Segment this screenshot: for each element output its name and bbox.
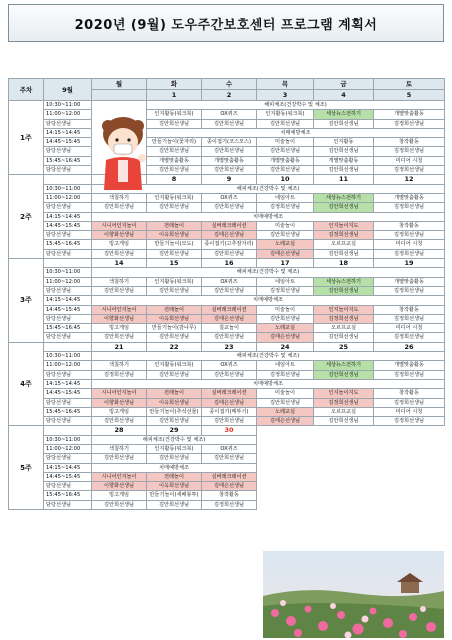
date-spacer xyxy=(44,342,92,351)
program-cell: 오르프교실 xyxy=(314,407,374,416)
time-slot: 15:45~16:45 xyxy=(44,324,92,333)
date-cell: 23 xyxy=(202,342,257,351)
time-slot: 10:30~11:00 xyxy=(44,435,92,444)
date-spacer xyxy=(44,175,92,184)
program-cell: 김안희선생님 xyxy=(257,398,314,407)
program-cell: 세상뉴스전하기 xyxy=(314,361,374,370)
program-cell: 김안희선생님 xyxy=(257,231,314,240)
program-cell: OX퀴즈 xyxy=(202,277,257,286)
program-cell: 종이접기(코스모스) xyxy=(202,138,257,147)
program-cell: 김정희선생님 xyxy=(374,333,445,342)
program-cell: 김정희선생님 xyxy=(257,286,314,295)
program-cell: 인지활동(워크북) xyxy=(147,110,202,119)
time-slot: 담당선생님 xyxy=(44,314,92,323)
program-cell: 김안희선생님 xyxy=(147,249,202,258)
program-cell: 김안희선생님 xyxy=(257,314,314,323)
program-cell: 빙고게임 xyxy=(92,324,147,333)
program-cell: 김안희선생님 xyxy=(202,454,257,463)
program-cell: 김안희선생님 xyxy=(202,333,257,342)
program-cell: 만들기놀이(모도) xyxy=(147,240,202,249)
program-cell: 김안희선생님 xyxy=(92,249,147,258)
program-cell: 개별맞춤활동 xyxy=(374,110,445,119)
program-cell: 김안희선생님 xyxy=(202,119,257,128)
program-cell: 김정희선생님 xyxy=(374,249,445,258)
day-header: 월 xyxy=(92,79,147,90)
program-cell: 김정희선생님 xyxy=(374,370,445,379)
program-cell: 전래놀이 xyxy=(147,221,202,230)
program-cell: 김안희선생님 xyxy=(92,417,147,426)
program-cell: OX퀴즈 xyxy=(202,193,257,202)
program-cell: 김정희선생님 xyxy=(257,370,314,379)
program-cell: 김태은선생님 xyxy=(257,417,314,426)
program-cell: 개별맞춤활동 xyxy=(374,193,445,202)
program-cell: 인지활동(워크북) xyxy=(257,110,314,119)
program-cell: 인지활동(워크북) xyxy=(147,277,202,286)
page-title: 2020년 (9월) 도우주간보호센터 프로그램 계획서 xyxy=(8,4,444,42)
program-cell: 김안희선생님 xyxy=(314,166,374,175)
time-slot: 담당선생님 xyxy=(44,333,92,342)
date-cell: 5 xyxy=(374,90,445,101)
program-cell: 김안희선생님 xyxy=(147,203,202,212)
program-cell: 김안희선생님 xyxy=(257,119,314,128)
program-cell: 인지놀이지도 xyxy=(314,389,374,398)
program-cell: 이옥희선생님 xyxy=(147,314,202,323)
program-cell: 김안희선생님 xyxy=(147,147,202,156)
program-cell: 노래교실 xyxy=(257,240,314,249)
month-header: 9월 xyxy=(44,79,92,101)
date-cell: 16 xyxy=(202,259,257,268)
date-cell: 8 xyxy=(147,175,202,184)
program-cell: 종이접기(메뚜기) xyxy=(202,407,257,416)
program-cell: 김안희선생님 xyxy=(314,286,374,295)
program-cell: 김태은선생님 xyxy=(202,398,257,407)
merged-program: 치매예방체조 xyxy=(92,212,445,221)
program-cell: 김안희선생님 xyxy=(202,417,257,426)
program-cell: 김정희선생님 xyxy=(314,398,374,407)
time-slot: 담당선생님 xyxy=(44,370,92,379)
program-cell: 이향화선생님 xyxy=(92,231,147,240)
program-cell: 미디어 시청 xyxy=(374,407,445,416)
program-cell: 시니어인지놀이 xyxy=(92,472,147,481)
time-slot: 담당선생님 xyxy=(44,482,92,491)
time-slot: 14:45~15:45 xyxy=(44,221,92,230)
time-slot: 10:30~11:00 xyxy=(44,101,92,110)
program-cell: 미디어 시청 xyxy=(374,240,445,249)
merged-program: 해피체조(건강박수 및 체조) xyxy=(147,101,445,110)
program-cell: 만들기놀이(추석선물) xyxy=(147,407,202,416)
date-cell: 2 xyxy=(202,90,257,101)
program-cell: 김안희선생님 xyxy=(202,370,257,379)
day-header: 목 xyxy=(257,79,314,90)
date-cell: 28 xyxy=(92,426,147,435)
program-cell: OX퀴즈 xyxy=(202,361,257,370)
time-slot: 15:45~16:45 xyxy=(44,491,92,500)
time-slot: 15:45~16:45 xyxy=(44,407,92,416)
program-cell: 색칠하기 xyxy=(92,444,147,453)
program-cell: 이옥희선생님 xyxy=(147,231,202,240)
program-cell: 오르프교실 xyxy=(314,324,374,333)
program-cell: 김안희선생님 xyxy=(314,203,374,212)
time-slot: 14:45~15:45 xyxy=(44,472,92,481)
week-column-header: 주차 xyxy=(9,79,44,101)
program-cell: 김안희선생님 xyxy=(147,333,202,342)
date-cell: 10 xyxy=(257,175,314,184)
program-cell: 개별맞춤활동 xyxy=(202,156,257,165)
program-cell: 만들기놀이(꽃자리) xyxy=(147,138,202,147)
program-cell: 김안희선생님 xyxy=(147,166,202,175)
time-slot: 담당선생님 xyxy=(44,203,92,212)
program-cell: 미술놀이 xyxy=(257,138,314,147)
program-cell: 미술놀이 xyxy=(257,221,314,230)
program-cell: 김정희선생님 xyxy=(374,231,445,240)
time-slot: 11:00~12:00 xyxy=(44,361,92,370)
program-cell: 실버레크레이션 xyxy=(202,389,257,398)
program-cell: 세상뉴스전하기 xyxy=(314,193,374,202)
program-cell: 김안희선생님 xyxy=(257,147,314,156)
day-header: 화 xyxy=(147,79,202,90)
time-slot: 14:45~15:45 xyxy=(44,305,92,314)
program-cell: 전래놀이 xyxy=(147,305,202,314)
program-cell: 인지활동(워크북) xyxy=(147,193,202,202)
program-cell: 색칠하기 xyxy=(92,277,147,286)
day-header: 금 xyxy=(314,79,374,90)
program-cell: 미술놀이 xyxy=(257,305,314,314)
program-cell: 김태은선생님 xyxy=(202,314,257,323)
program-cell: 김안희선생님 xyxy=(202,286,257,295)
program-cell: 창작활동 xyxy=(374,138,445,147)
program-cell: 오르프교실 xyxy=(314,240,374,249)
date-cell: 1 xyxy=(147,90,202,101)
time-slot: 11:00~12:00 xyxy=(44,110,92,119)
program-cell: 김태은선생님 xyxy=(257,333,314,342)
time-slot: 담당선생님 xyxy=(44,417,92,426)
program-cell: 김안희선생님 xyxy=(92,286,147,295)
program-cell: 네임아트 xyxy=(257,193,314,202)
merged-program: 해피체조(건강박수 및 체조) xyxy=(92,268,445,277)
date-cell: 19 xyxy=(374,259,445,268)
program-cell: 김안희선생님 xyxy=(92,333,147,342)
time-slot: 담당선생님 xyxy=(44,166,92,175)
program-cell: 김안희선생님 xyxy=(92,500,147,509)
time-slot: 14:15~14:45 xyxy=(44,212,92,221)
date-cell: 4 xyxy=(314,90,374,101)
program-cell: 인지놀이지도 xyxy=(314,221,374,230)
program-cell: 김태은선생님 xyxy=(202,482,257,491)
program-cell: 김태은선생님 xyxy=(257,249,314,258)
date-cell: 3 xyxy=(257,90,314,101)
week-label: 5주 xyxy=(9,426,44,510)
program-cell: 미디어 시청 xyxy=(374,156,445,165)
time-slot: 14:15~14:45 xyxy=(44,296,92,305)
program-cell: 개별맞춤활동 xyxy=(257,156,314,165)
time-slot: 10:30~11:00 xyxy=(44,352,92,361)
time-slot: 15:45~16:45 xyxy=(44,240,92,249)
time-slot: 14:15~14:45 xyxy=(44,463,92,472)
program-cell: 김정희선생님 xyxy=(374,417,445,426)
program-cell: 김정희선생님 xyxy=(374,398,445,407)
program-cell: 전래놀이 xyxy=(147,389,202,398)
time-slot: 담당선생님 xyxy=(44,398,92,407)
schedule-table xyxy=(8,78,445,510)
time-slot: 15:45~16:45 xyxy=(44,156,92,165)
time-slot: 11:00~12:00 xyxy=(44,444,92,453)
program-cell: 김정희선생님 xyxy=(314,231,374,240)
date-cell xyxy=(92,90,147,101)
time-slot: 11:00~12:00 xyxy=(44,193,92,202)
date-spacer xyxy=(44,259,92,268)
program-cell: 김정희선생님 xyxy=(374,166,445,175)
program-cell: OX퀴즈 xyxy=(202,444,257,453)
program-cell: 김안희선생님 xyxy=(147,500,202,509)
date-cell: 22 xyxy=(147,342,202,351)
date-cell: 12 xyxy=(374,175,445,184)
program-cell: 종이접기(고추잠자리) xyxy=(202,240,257,249)
time-slot: 14:45~15:45 xyxy=(44,389,92,398)
program-cell: 개별맞춤활동 xyxy=(314,156,374,165)
program-cell: 김안희선생님 xyxy=(147,286,202,295)
program-cell: 빙고게임 xyxy=(92,240,147,249)
program-cell: 인지활동(워크북) xyxy=(147,444,202,453)
date-cell: 9 xyxy=(202,175,257,184)
program-cell: 김안희선생님 xyxy=(314,147,374,156)
program-cell: 색칠하기 xyxy=(92,361,147,370)
program-cell: 김안희선생님 xyxy=(147,454,202,463)
date-cell: 30 xyxy=(202,426,257,435)
program-cell: 이옥희선생님 xyxy=(147,482,202,491)
date-cell: 18 xyxy=(314,259,374,268)
program-cell: 김안희선생님 xyxy=(202,166,257,175)
day-header: 수 xyxy=(202,79,257,90)
program-cell: 창작활동 xyxy=(374,221,445,230)
program-cell: 만들기놀이(새배봉투) xyxy=(147,491,202,500)
program-cell: 칠교놀이 xyxy=(202,324,257,333)
program-cell: 김안희선생님 xyxy=(202,249,257,258)
program-cell: 인지활동(워크북) xyxy=(147,361,202,370)
date-cell: 21 xyxy=(92,342,147,351)
date-cell: 17 xyxy=(257,259,314,268)
merged-program: 해피체조(건강박수 및 체조) xyxy=(92,435,257,444)
program-cell: 전래놀이 xyxy=(147,472,202,481)
merged-program: 치매예방체조 xyxy=(92,463,257,472)
day-header: 토 xyxy=(374,79,445,90)
program-cell: 인지활동 xyxy=(314,138,374,147)
program-cell: 김안희선생님 xyxy=(147,119,202,128)
merged-program: 치매예방체조 xyxy=(147,128,445,137)
program-cell: 시니어인지놀이 xyxy=(92,221,147,230)
program-cell: 김정희선생님 xyxy=(92,370,147,379)
time-slot: 14:45~15:45 xyxy=(44,138,92,147)
program-cell: 개별맞춤활동 xyxy=(374,361,445,370)
program-cell: 김안희선생님 xyxy=(314,333,374,342)
program-cell: 빙고게임 xyxy=(92,407,147,416)
program-cell: 시니어인지놀이 xyxy=(92,305,147,314)
merged-program: 해피체조(건강박수 및 체조) xyxy=(92,184,445,193)
time-slot: 담당선생님 xyxy=(44,454,92,463)
time-slot: 10:30~11:00 xyxy=(44,184,92,193)
program-cell: 세상뉴스전하기 xyxy=(314,110,374,119)
time-slot: 담당선생님 xyxy=(44,231,92,240)
merged-program: 치매예방체조 xyxy=(92,296,445,305)
program-cell: 김정희선생님 xyxy=(374,147,445,156)
program-cell: 노래교실 xyxy=(257,324,314,333)
program-cell: 김정희선생님 xyxy=(374,119,445,128)
program-cell: 창작활동 xyxy=(374,305,445,314)
date-cell: 14 xyxy=(92,259,147,268)
time-slot: 14:15~14:45 xyxy=(44,128,92,137)
merged-program: 치매예방체조 xyxy=(92,379,445,388)
program-cell: 실버레크레이션 xyxy=(202,221,257,230)
program-cell: 김정희선생님 xyxy=(314,314,374,323)
time-slot: 담당선생님 xyxy=(44,500,92,509)
time-slot: 담당선생님 xyxy=(44,249,92,258)
week-label: 2주 xyxy=(9,175,44,259)
grandmother-illustration xyxy=(94,112,152,194)
week-label: 3주 xyxy=(9,259,44,343)
program-cell: 이향화선생님 xyxy=(92,482,147,491)
time-slot: 담당선생님 xyxy=(44,286,92,295)
program-cell: 만들기놀이(감나무) xyxy=(147,324,202,333)
program-cell: 김안희선생님 xyxy=(202,147,257,156)
program-cell: 이향화선생님 xyxy=(92,314,147,323)
program-cell: 김태은선생님 xyxy=(202,231,257,240)
program-cell: 창작활동 xyxy=(374,389,445,398)
program-cell: 실버레크레이션 xyxy=(202,472,257,481)
program-cell: 창작활동 xyxy=(202,491,257,500)
program-cell: 김정희선생님 xyxy=(374,314,445,323)
time-slot: 10:30~11:00 xyxy=(44,268,92,277)
program-cell: 노래교실 xyxy=(257,407,314,416)
program-cell: 네임아트 xyxy=(257,361,314,370)
program-cell: 김안희선생님 xyxy=(202,203,257,212)
program-cell: 인지놀이지도 xyxy=(314,305,374,314)
program-cell: 색칠하기 xyxy=(92,193,147,202)
program-cell: 김정희선생님 xyxy=(374,203,445,212)
program-cell: 빙고게임 xyxy=(92,491,147,500)
program-cell: 김안희선생님 xyxy=(314,119,374,128)
date-cell: 29 xyxy=(147,426,202,435)
program-cell: 개별맞춤활동 xyxy=(374,277,445,286)
program-cell: 시니어인지놀이 xyxy=(92,389,147,398)
program-cell: 세상뉴스전하기 xyxy=(314,277,374,286)
program-cell: 미술놀이 xyxy=(257,389,314,398)
program-cell: 김안희선생님 xyxy=(147,417,202,426)
program-cell: 이옥희선생님 xyxy=(147,398,202,407)
program-cell: 김정희선생님 xyxy=(202,500,257,509)
program-cell: 개별맞춤활동 xyxy=(147,156,202,165)
time-slot: 담당선생님 xyxy=(44,119,92,128)
program-cell: 김안희선생님 xyxy=(314,417,374,426)
date-cell: 25 xyxy=(314,342,374,351)
time-slot: 11:00~12:00 xyxy=(44,277,92,286)
date-cell: 11 xyxy=(314,175,374,184)
program-cell: 김안희선생님 xyxy=(92,454,147,463)
cosmos-flower-photo xyxy=(263,551,444,638)
date-cell: 24 xyxy=(257,342,314,351)
date-cell: 26 xyxy=(374,342,445,351)
time-slot: 담당선생님 xyxy=(44,147,92,156)
program-cell: 김정희선생님 xyxy=(374,286,445,295)
program-cell: 김안희선생님 xyxy=(314,249,374,258)
week-label: 1주 xyxy=(9,101,44,175)
program-cell: 미디어 시청 xyxy=(374,324,445,333)
program-cell: 이향화선생님 xyxy=(92,398,147,407)
program-cell: 김안희선생님 xyxy=(257,166,314,175)
date-cell: 15 xyxy=(147,259,202,268)
photo-area xyxy=(257,426,445,510)
program-cell: 김안희선생님 xyxy=(314,370,374,379)
program-cell: 김안희선생님 xyxy=(92,203,147,212)
time-slot: 14:15~14:45 xyxy=(44,379,92,388)
program-cell: 김안희선생님 xyxy=(147,370,202,379)
date-spacer xyxy=(44,426,92,435)
week-label: 4주 xyxy=(9,342,44,426)
merged-program: 해피체조(건강박수 및 체조) xyxy=(92,352,445,361)
program-cell: OX퀴즈 xyxy=(202,110,257,119)
program-cell: 김정희선생님 xyxy=(257,203,314,212)
program-cell: 실버레크레이션 xyxy=(202,305,257,314)
program-cell: 네임아트 xyxy=(257,277,314,286)
